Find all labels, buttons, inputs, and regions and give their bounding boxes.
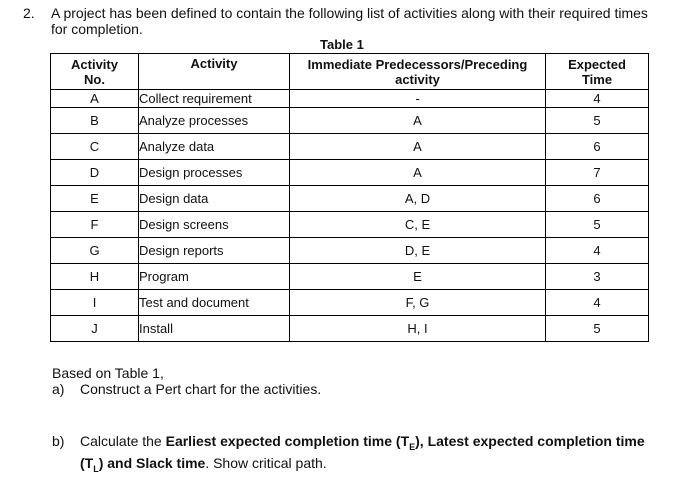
cell-activity: Design data — [139, 186, 290, 212]
table-row — [51, 264, 649, 290]
cell-predecessors: - — [290, 90, 546, 108]
table-title: Table 1 — [320, 37, 364, 52]
part-a-label: a) — [52, 381, 65, 397]
cell-activity-no: B — [51, 108, 139, 134]
cell-predecessors: F, G — [290, 290, 546, 316]
cell-activity: Design processes — [139, 160, 290, 186]
cell-activity: Program — [139, 264, 290, 290]
cell-activity-no: G — [51, 238, 139, 264]
table-row — [51, 238, 649, 264]
table-row — [51, 316, 649, 342]
header-activity-no: Activity No. — [51, 54, 139, 90]
activity-table — [50, 53, 649, 342]
cell-activity-no: F — [51, 212, 139, 238]
cell-activity-no: D — [51, 160, 139, 186]
cell-expected-time: 5 — [546, 108, 649, 134]
cell-activity: Analyze processes — [139, 108, 290, 134]
table-row — [51, 212, 649, 238]
question-number: 2. — [23, 5, 35, 21]
cell-activity-no: A — [51, 90, 139, 108]
cell-activity: Test and document — [139, 290, 290, 316]
cell-expected-time: 6 — [546, 186, 649, 212]
cell-activity-no: I — [51, 290, 139, 316]
cell-predecessors: C, E — [290, 212, 546, 238]
cell-predecessors: A — [290, 160, 546, 186]
cell-predecessors: H, I — [290, 316, 546, 342]
table-row — [51, 108, 649, 134]
cell-predecessors: A, D — [290, 186, 546, 212]
cell-predecessors: E — [290, 264, 546, 290]
header-predecessors: Immediate Predecessors/Preceding activity — [290, 54, 546, 90]
table-row — [51, 290, 649, 316]
table-row — [51, 134, 649, 160]
part-b-text: Calculate the Earliest expected completion time $(T_E)$, Latest expected completion time $(T_L)$ and Slack time. Show critical path. — [80, 433, 645, 474]
cell-activity: Collect requirement — [139, 90, 290, 108]
cell-activity: Design reports — [139, 238, 290, 264]
table-row — [51, 90, 649, 108]
table-header-row — [51, 54, 649, 90]
cell-activity-no: H — [51, 264, 139, 290]
part-a — [52, 381, 321, 397]
cell-activity: Design screens — [139, 212, 290, 238]
intro-text: Based on Table 1, — [52, 365, 164, 381]
table-row — [51, 186, 649, 212]
cell-expected-time: 7 — [546, 160, 649, 186]
part-a-text: Construct a Pert chart for the activities. — [80, 381, 322, 397]
header-activity: Activity — [139, 54, 290, 90]
table-row — [51, 160, 649, 186]
cell-expected-time: 4 — [546, 238, 649, 264]
cell-predecessors: A — [290, 134, 546, 160]
cell-expected-time: 4 — [546, 290, 649, 316]
cell-predecessors: A — [290, 108, 546, 134]
cell-activity-no: E — [51, 186, 139, 212]
cell-activity: Install — [139, 316, 290, 342]
question-text: A project has been defined to contain the following list of activities along with their required times for completion. — [51, 5, 648, 37]
cell-activity: Analyze data — [139, 134, 290, 160]
cell-expected-time: 6 — [546, 134, 649, 160]
cell-expected-time: 4 — [546, 90, 649, 108]
cell-predecessors: D, E — [290, 238, 546, 264]
cell-expected-time: 5 — [546, 212, 649, 238]
part-b — [52, 433, 662, 477]
cell-activity-no: J — [51, 316, 139, 342]
cell-expected-time: 3 — [546, 264, 649, 290]
cell-expected-time: 5 — [546, 316, 649, 342]
header-expected-time: Expected Time — [546, 54, 649, 90]
part-b-label: b) — [52, 433, 65, 449]
cell-activity-no: C — [51, 134, 139, 160]
